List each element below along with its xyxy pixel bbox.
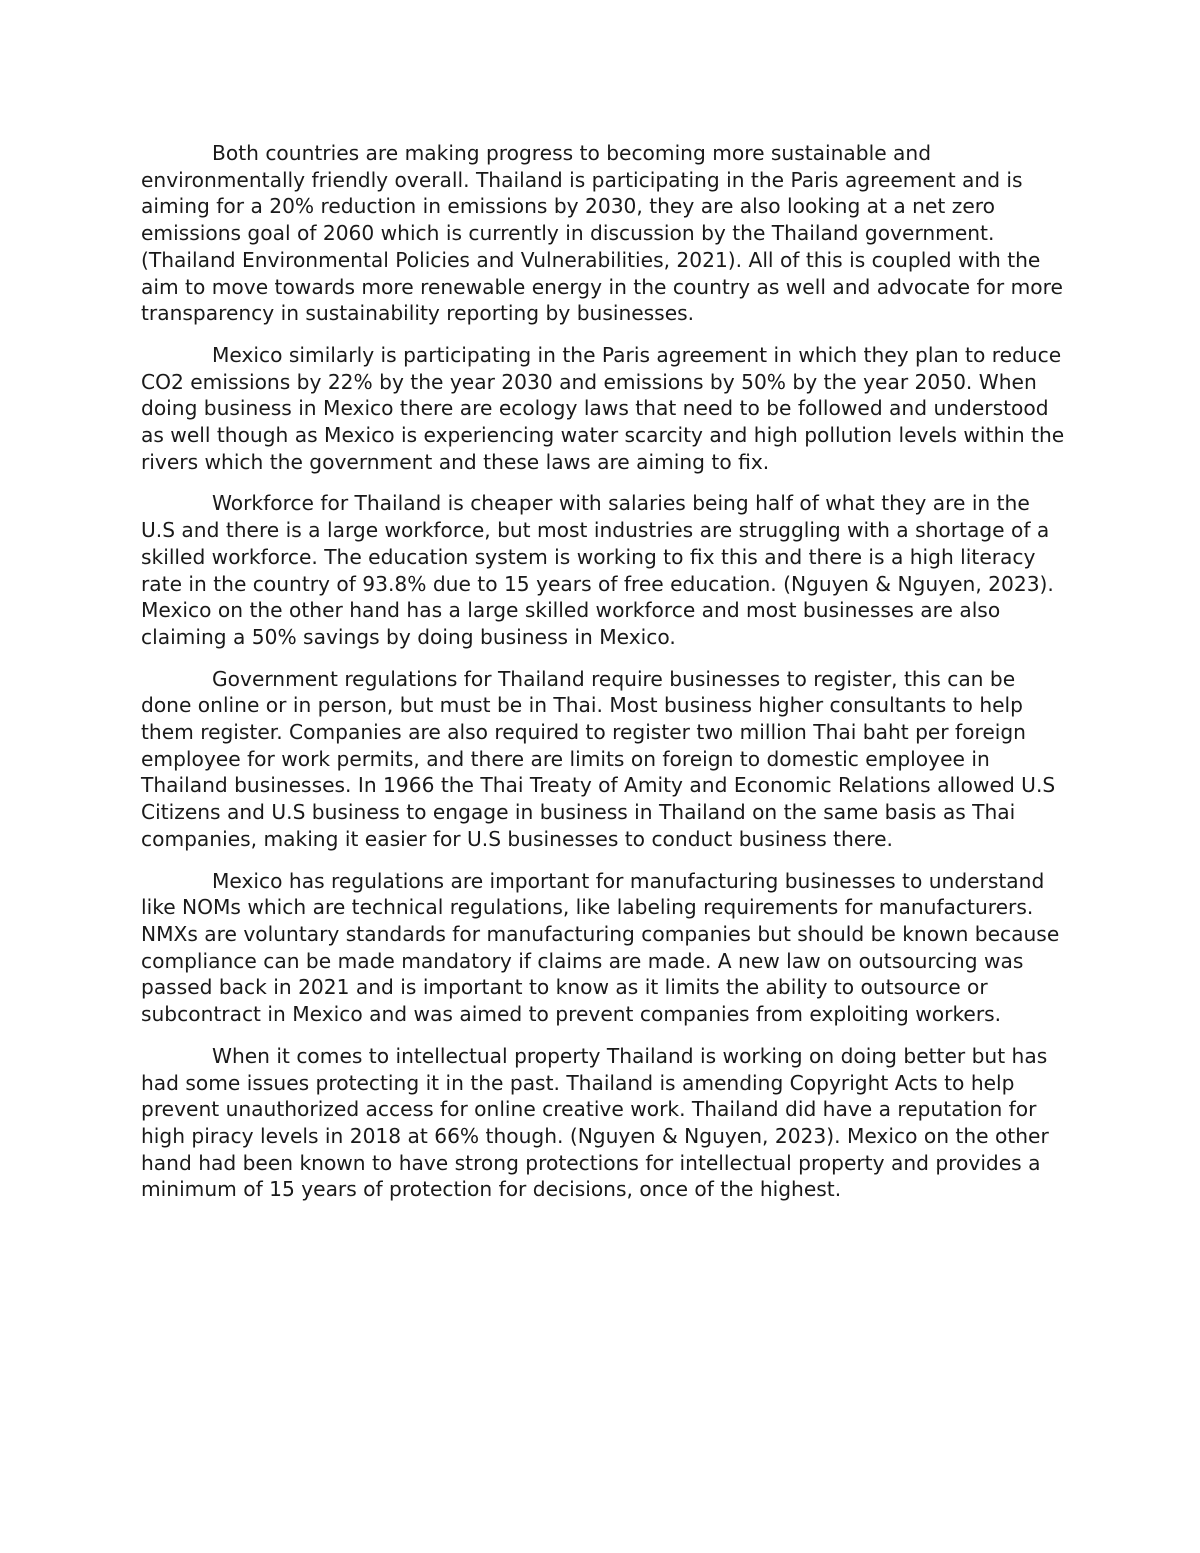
document-body — [141, 140, 1066, 1218]
paragraph-regulations-thailand: Government regulations for Thailand require businesses to register, this can be done online or in person, but must be in Thai. Most business higher consultants to help them register. Companies are also required to register two million Thai baht per foreign employee for work permits, and there are limits on foreign to domestic employee in Thailand businesses. In 1966 the Thai Treaty of Amity and Economic Relations allowed U.S Citizens and U.S business to engage in business in Thailand on the same basis as Thai companies, making it easier for U.S businesses to conduct business there. — [141, 666, 1056, 851]
paragraph-sustainability-thailand: Both countries are making progress to becoming more sustainable and environmentally friendly overall. Thailand is participating in the Paris agreement and is aiming for a 20% reduction in emissions by 2030, they are also looking at a net zero emissions goal of 2060 which is currently in discussion by the Thailand government. (Thailand Environmental Policies and Vulnerabilities, 2021). All of this is coupled with the aim to move towards more renewable energy in the country as well and advocate for more transparency in sustainability reporting by businesses. — [141, 141, 1063, 326]
paragraph-workforce: Workforce for Thailand is cheaper with salaries being half of what they are in the U.S and there is a large workforce, but most industries are struggling with a shortage of a skilled workforce. The education system is working to fix this and there is a high literacy rate in the country of 93.8% due to 15 years of free education. (Nguyen & Nguyen, 2023). Mexico on the other hand has a large skilled workforce and most businesses are also claiming a 50% savings by doing business in Mexico. — [141, 491, 1054, 649]
paragraph-intellectual-property: When it comes to intellectual property Thailand is working on doing better but has had some issues protecting it in the past. Thailand is amending Copyright Acts to help prevent unauthorized access for online creative work. Thailand did have a reputation for high piracy levels in 2018 at 66% though. (Nguyen & Nguyen, 2023). Mexico on the other hand had been known to have strong protections for intellectual property and provides a minimum of 15 years of protection for decisions, once of the highest. — [141, 1043, 1049, 1202]
paragraph-sustainability-mexico: Mexico similarly is participating in the Paris agreement in which they plan to reduce CO2 emissions by 22% by the year 2030 and emissions by 50% by the year 2050. When doing business in Mexico there are ecology laws that need to be followed and understood as well though as Mexico is experiencing water scarcity and high pollution levels within the rivers which the government and these laws are aiming to fix. — [141, 342, 1065, 474]
paragraph-regulations-mexico: Mexico has regulations are important for manufacturing businesses to understand like NOMs which are technical regulations, like labeling requirements for manufacturers. NMXs are voluntary standards for manufacturing companies but should be known because compliance can be made mandatory if claims are made. A new law on outsourcing was passed back in 2021 and is important to know as it limits the ability to outsource or subcontract in Mexico and was aimed to prevent companies from exploiting workers. — [141, 868, 1060, 1027]
